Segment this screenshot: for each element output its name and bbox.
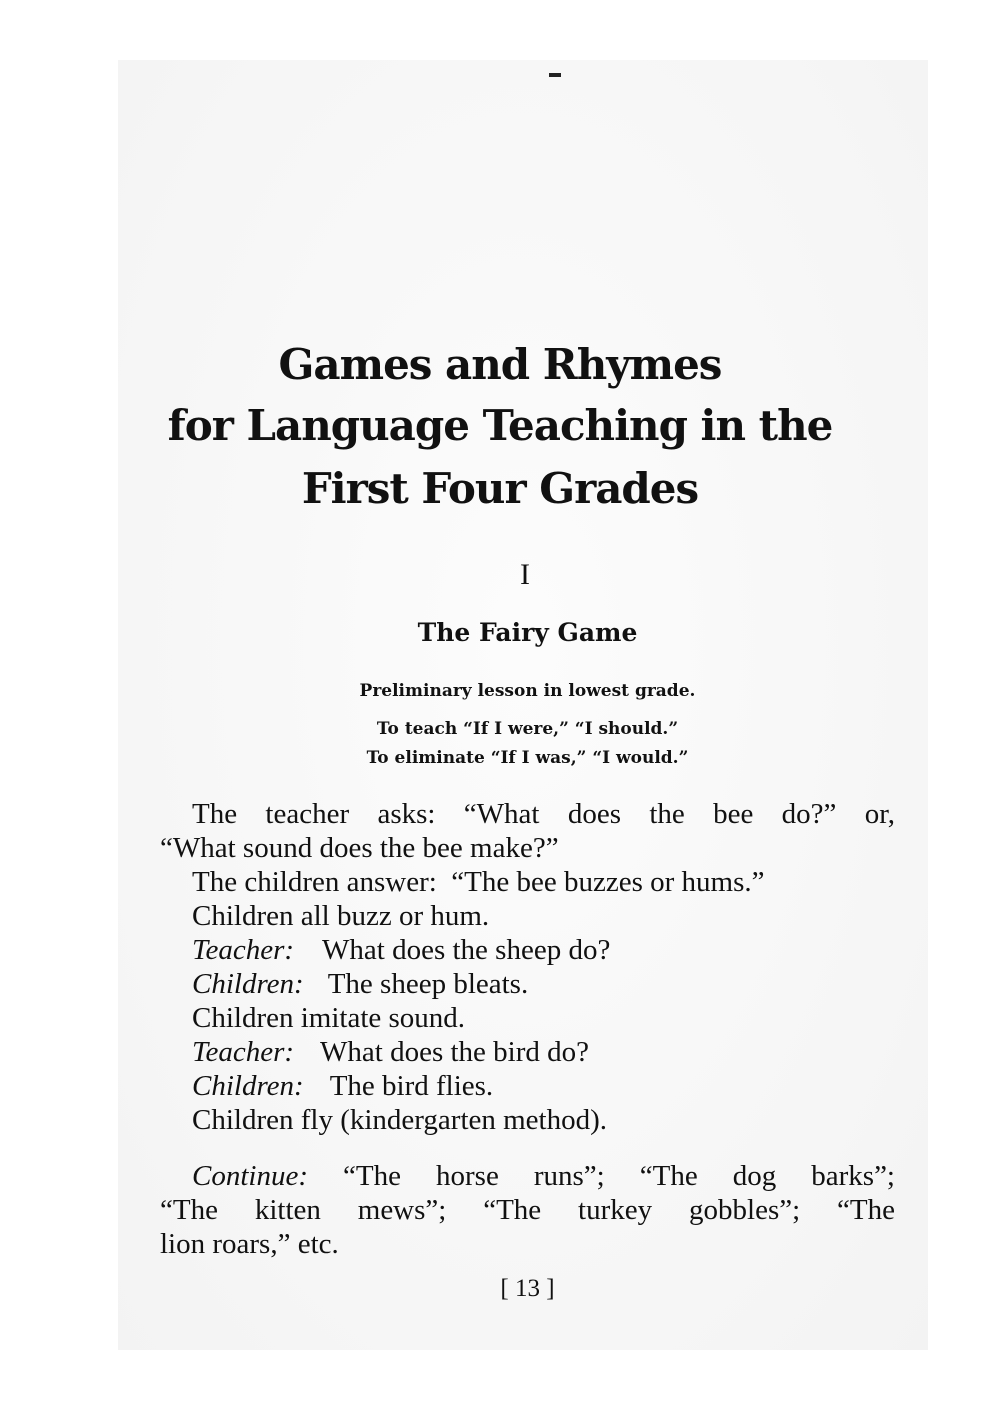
body-line-4: Children all buzz or hum. [192, 900, 490, 932]
continue-line-1 [192, 1162, 895, 1191]
dialogue-text: What does the sheep do? [322, 934, 611, 966]
book-title-line-2: for Language Teaching in the [167, 401, 833, 450]
chapter-number: I [520, 558, 530, 591]
continue-label: Continue: [192, 1160, 308, 1192]
speaker-label: Teacher: [192, 934, 295, 966]
chapter-title: The Fairy Game [417, 618, 638, 647]
book-title-line-1: Games and Rhymes [278, 340, 722, 389]
lesson-note: Preliminary lesson in lowest grade. [359, 681, 696, 701]
lesson-goal-teach: To teach “If I were,” “I should.” [376, 719, 679, 739]
continue-text: “The horse runs”; “The dog barks”; [343, 1160, 895, 1192]
continue-line-2: “The kitten mews”; “The turkey gobbles”; “The [160, 1194, 895, 1226]
speaker-label: Teacher: [192, 1036, 295, 1068]
body-line-10: Children fly (kindergarten method). [192, 1104, 608, 1136]
body-line-1: The teacher asks: “What does the bee do?” or, [192, 798, 895, 830]
continue-line-3: lion roars,” etc. [160, 1228, 339, 1260]
dialogue-children-2 [192, 1072, 493, 1101]
lesson-goal-eliminate: To eliminate “If I was,” “I would.” [366, 748, 689, 768]
dialogue-teacher-2 [192, 1038, 589, 1067]
page-number: [ 13 ] [500, 1275, 555, 1302]
dialogue-text: The sheep bleats. [327, 968, 529, 1000]
page-background [118, 60, 928, 1350]
dialogue-text: The bird flies. [329, 1070, 494, 1102]
body-line-3: The children answer: “The bee buzzes or hums.” [192, 866, 765, 898]
book-title-line-3: First Four Grades [301, 464, 699, 513]
dialogue-text: What does the bird do? [320, 1036, 590, 1068]
dialogue-children-1 [192, 970, 528, 999]
body-line-2: “What sound does the bee make?” [160, 832, 559, 864]
speaker-label: Children: [192, 1070, 304, 1102]
body-line-7: Children imitate sound. [192, 1002, 466, 1034]
dialogue-teacher-1 [192, 936, 610, 965]
speaker-label: Children: [192, 968, 304, 1000]
top-mark [549, 73, 561, 77]
